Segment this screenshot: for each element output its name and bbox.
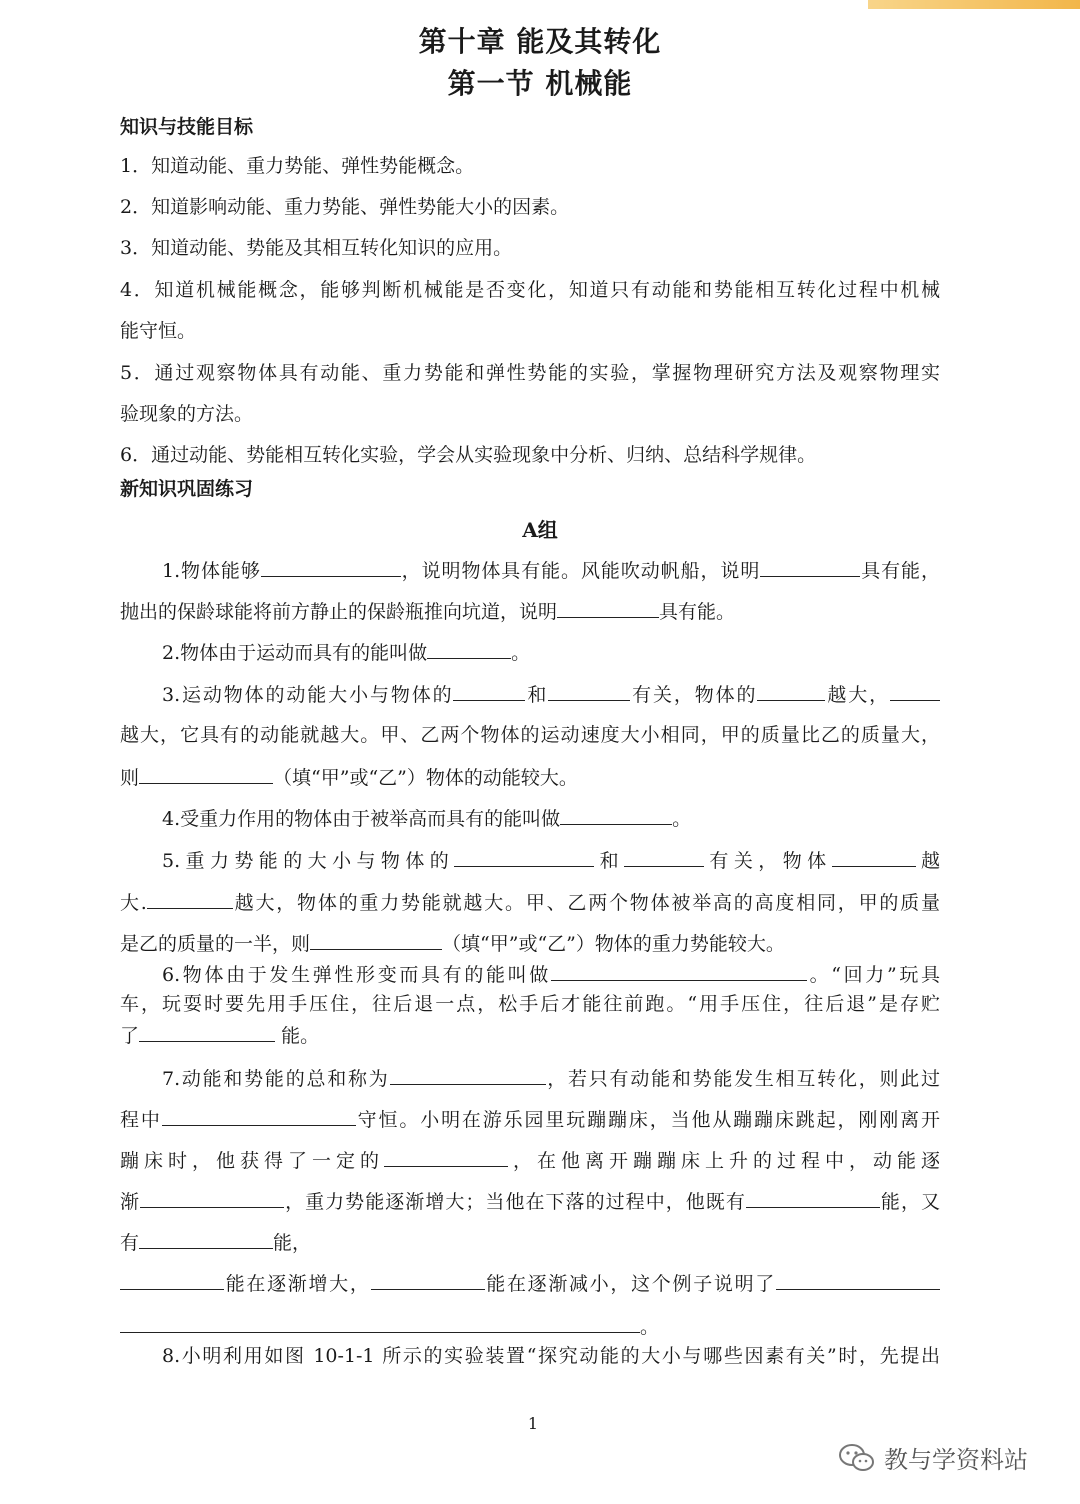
- question-3: 3.运动物体的动能大小与物体的 和 有关，物体的 越大，: [162, 680, 940, 708]
- objective-item: 3．知道动能、势能及其相互转化知识的应用。: [120, 237, 513, 259]
- corner-accent-bar: [868, 0, 1080, 9]
- answer-blank[interactable]: [624, 846, 704, 867]
- answer-blank[interactable]: [760, 556, 860, 577]
- question-6-cont: 车，玩耍时要先用手压住，往后退一点，松手后才能往前跑。“用手压住，往后退”是存贮: [120, 993, 940, 1015]
- answer-blank[interactable]: [454, 846, 594, 867]
- objective-item: 6．通过动能、势能相互转化实验，学会从实验现象中分析、归纳、总结科学规律。: [120, 444, 817, 466]
- answer-blank[interactable]: [162, 1105, 356, 1126]
- objective-item: 能守恒。: [120, 320, 197, 342]
- question-8: 8.小明利用如图 10-1-1 所示的实验装置“探究动能的大小与哪些因素有关”时，先提出: [162, 1345, 940, 1367]
- objectives-heading: 知识与技能目标: [120, 116, 254, 138]
- objective-item: 1．知道动能、重力势能、弹性势能概念。: [120, 155, 475, 177]
- question-1: 1.物体能够 ，说明物体具有能。风能吹动帆船，说明 具有能，: [162, 556, 940, 584]
- question-6: 6.物体由于发生弹性形变而具有的能叫做 。“回力”玩具: [162, 960, 940, 988]
- chapter-title: 第十章 能及其转化: [418, 25, 662, 58]
- answer-blank[interactable]: [548, 680, 630, 701]
- answer-blank[interactable]: [120, 1312, 640, 1333]
- question-3-cont: 则 （填“甲”或“乙”）物体的动能较大。: [120, 763, 578, 791]
- answer-blank[interactable]: [261, 556, 401, 577]
- question-7-cont: 渐 ，重力势能逐渐增大；当他在下落的过程中，他既有 能，又: [120, 1187, 940, 1215]
- question-7-cont: 有 能，: [120, 1228, 311, 1256]
- section-title: 第一节 机械能: [447, 67, 633, 100]
- answer-blank[interactable]: [371, 1269, 485, 1290]
- answer-blank[interactable]: [120, 1269, 224, 1290]
- wechat-icon: [838, 1442, 876, 1474]
- answer-blank[interactable]: [139, 763, 273, 784]
- answer-blank[interactable]: [890, 680, 940, 701]
- answer-blank[interactable]: [560, 804, 672, 825]
- answer-blank[interactable]: [310, 929, 442, 950]
- question-7: 7.动能和势能的总和称为 ，若只有动能和势能发生相互转化，则此过: [162, 1064, 940, 1092]
- answer-blank[interactable]: [776, 1269, 940, 1290]
- question-2: 2.物体由于运动而具有的能叫做 。: [162, 638, 530, 666]
- answer-blank[interactable]: [551, 960, 807, 981]
- question-7-cont: 蹦床时，他获得了一定的 ，在他离开蹦蹦床上升的过程中，动能逐: [120, 1146, 940, 1174]
- answer-blank[interactable]: [453, 680, 525, 701]
- question-7-cont: 程中 守恒。小明在游乐园里玩蹦蹦床，当他从蹦蹦床跳起，刚刚离开: [120, 1105, 940, 1133]
- question-1-cont: 抛出的保龄球能将前方静止的保龄瓶推向坑道，说明 具有能。: [120, 597, 735, 625]
- answer-blank[interactable]: [390, 1064, 546, 1085]
- answer-blank[interactable]: [140, 1187, 284, 1208]
- question-7-cont: 能在逐渐增大， 能在逐渐减小，这个例子说明了: [120, 1269, 940, 1297]
- answer-blank[interactable]: [427, 638, 511, 659]
- answer-blank[interactable]: [384, 1146, 508, 1167]
- practice-heading: 新知识巩固练习: [120, 478, 254, 500]
- objective-item: 5．通过观察物体具有动能、重力势能和弹性势能的实验，掌握物理研究方法及观察物理实: [120, 362, 940, 384]
- question-5-cont: 大. 越大，物体的重力势能就越大。甲、乙两个物体被举高的高度相同，甲的质量: [120, 888, 940, 916]
- question-7-cont: 。: [120, 1312, 659, 1340]
- watermark: [838, 1440, 1028, 1475]
- answer-blank[interactable]: [139, 1228, 273, 1249]
- answer-blank[interactable]: [832, 846, 916, 867]
- answer-blank[interactable]: [757, 680, 825, 701]
- watermark-text: 教与学资料站: [884, 1446, 1028, 1474]
- question-5: 5.重力势能的大小与物体的 和 有关，物体 越: [162, 846, 940, 874]
- question-6-cont: 了 能。: [120, 1021, 319, 1049]
- question-5-cont: 是乙的质量的一半，则 （填“甲”或“乙”）物体的重力势能较大。: [120, 929, 785, 957]
- answer-blank[interactable]: [139, 1021, 275, 1042]
- objective-item: 4．知道机械能概念，能够判断机械能是否变化，知道只有动能和势能相互转化过程中机械: [120, 279, 940, 301]
- objective-item: 2．知道影响动能、重力势能、弹性势能大小的因素。: [120, 196, 570, 218]
- objective-item: 验现象的方法。: [120, 403, 254, 425]
- page-number: 1: [527, 1414, 539, 1433]
- question-3-cont: 越大，它具有的动能就越大。甲、乙两个物体的运动速度大小相同，甲的质量比乙的质量大，: [120, 724, 940, 746]
- answer-blank[interactable]: [147, 888, 233, 909]
- answer-blank[interactable]: [746, 1187, 880, 1208]
- question-4: 4.受重力作用的物体由于被举高而具有的能叫做 。: [162, 804, 691, 832]
- group-label: A组: [522, 518, 558, 542]
- answer-blank[interactable]: [557, 597, 659, 618]
